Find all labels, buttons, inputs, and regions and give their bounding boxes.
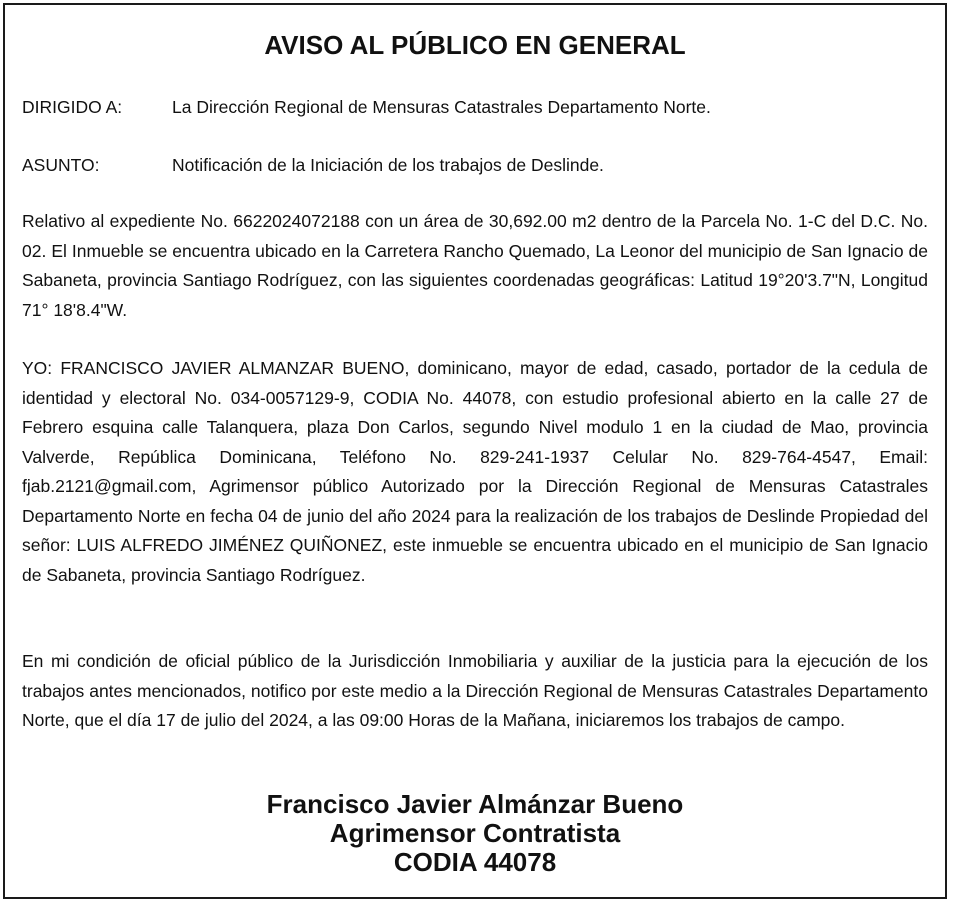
addressee-row bbox=[22, 95, 711, 119]
paragraph-expediente: Relativo al expediente No. 6622024072188 con un área de 30,692.00 m2 dentro de la Parcela No. 1-C del D.C. No. 02. El Inmueble se encuentra ubicado en la Carretera Rancho Quemado, La Leonor del municipio de San Ignacio de Sabaneta, provincia Santiago Rodríguez, con las siguientes coordenadas geográficas: Latitud 19°20'3.7"N, Longitud 71° 18'8.4"W. bbox=[22, 211, 928, 320]
signature-role: Agrimensor Contratista bbox=[329, 818, 621, 848]
subject-label: ASUNTO: bbox=[22, 155, 100, 175]
signature-codia: CODIA 44078 bbox=[393, 847, 557, 877]
addressee-label: DIRIGIDO A: bbox=[22, 97, 123, 117]
signature-name: Francisco Javier Almánzar Bueno bbox=[266, 789, 684, 819]
notice-title: AVISO AL PÚBLICO EN GENERAL bbox=[264, 30, 686, 60]
subject-value: Notificación de la Iniciación de los trabajos de Deslinde. bbox=[172, 155, 604, 175]
paragraph-notification: En mi condición de oficial público de la Jurisdicción Inmobiliaria y auxiliar de la justicia para la ejecución de los trabajos antes mencionados, notifico por este medio a la Dirección Regional de Mensuras Catastrales Departamento Norte, que el día 17 de julio del 2024, a las 09:00 Horas de la Mañana, iniciaremos los trabajos de campo. bbox=[22, 651, 928, 730]
signature-block bbox=[5, 790, 945, 877]
subject-row bbox=[22, 153, 604, 177]
paragraph-surveyor: YO: FRANCISCO JAVIER ALMANZAR BUENO, dominicano, mayor de edad, casado, portador de la cedula de identidad y electoral No. 034-0057129-9, CODIA No. 44078, con estudio profesional abierto en la calle 27 de Febrero esquina calle Talanquera, plaza Don Carlos, segundo Nivel modulo 1 en la ciudad de Mao, provincia Valverde, República Dominicana, Teléfono No. 829-241-1937 Celular No. 829-764-4547, Email: fjab.2121@gmail.com, Agrimensor público Autorizado por la Dirección Regional de Mensuras Catastrales Departamento Norte en fecha 04 de junio del año 2024 para la realización de los trabajos de Deslinde Propiedad del señor: LUIS ALFREDO JIMÉNEZ QUIÑONEZ, este inmueble se encuentra ubicado en el municipio de San Ignacio de Sabaneta, provincia Santiago Rodríguez. bbox=[22, 358, 928, 585]
addressee-value: La Dirección Regional de Mensuras Catastrales Departamento Norte. bbox=[172, 97, 711, 117]
public-notice bbox=[3, 3, 947, 899]
